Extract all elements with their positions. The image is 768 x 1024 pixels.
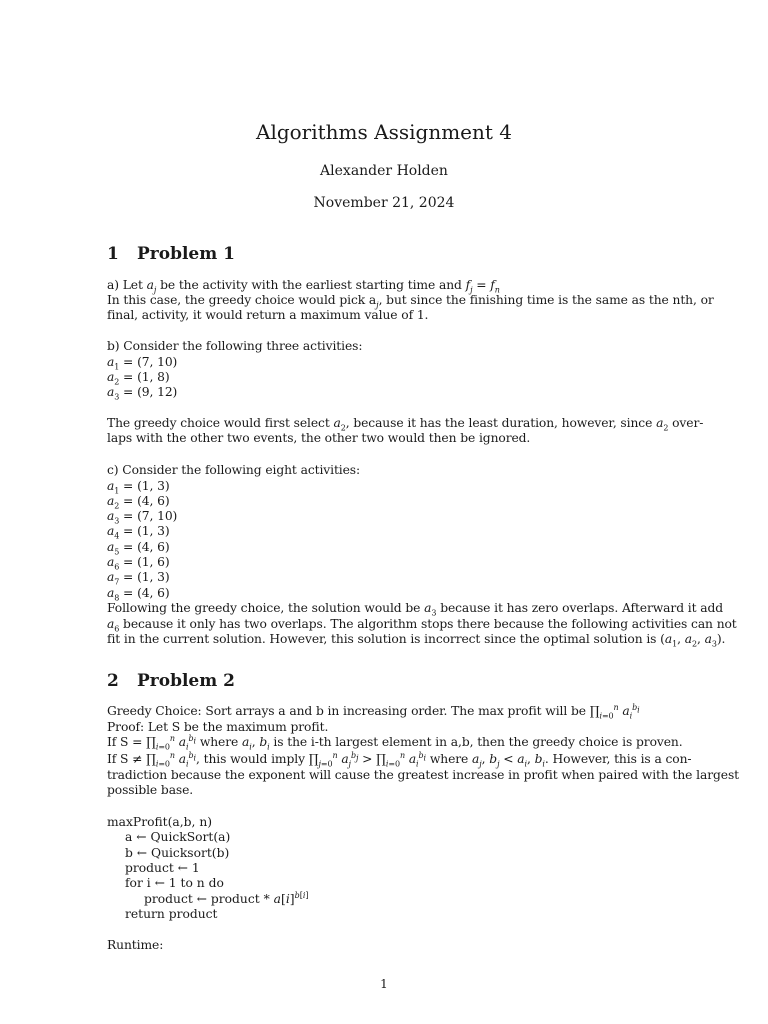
- p1-a-line3: final, activity, it would return a maximum value of 1.: [107, 308, 429, 322]
- p1-c-item: $a_8 = (4$, 6): [107, 586, 170, 603]
- p1-b-item: $a_3 = (9$, 12): [107, 385, 178, 402]
- p1-c-item: $a_7 = (1$, 3): [107, 570, 170, 587]
- document-date: November 21, 2024: [313, 195, 455, 211]
- section-number: 1: [107, 244, 119, 264]
- p1-b-text2: laps with the other two events, the other two would then be ignored.: [107, 431, 531, 445]
- p1-c-item: $a_4 = (1$, 3): [107, 524, 170, 541]
- p2-runtime: Runtime:: [107, 938, 164, 952]
- section-number: 2: [107, 671, 119, 691]
- pseudocode-line: for i ← 1 to n do: [125, 876, 224, 890]
- p1-b-item: $a_2 = (1$, 8): [107, 370, 170, 387]
- p1-c-item: $a_5 = (4$, 6): [107, 540, 170, 557]
- p1-a-line2: In this case, the greedy choice would pick $a_j$, but since the finishing time is the same as the nth, or: [107, 293, 714, 310]
- p1-a-line1: a) Let $a_j$ be the activity with the earliest starting time and $f_j = f_n$: [107, 278, 500, 295]
- section-title: Problem 1: [137, 244, 235, 264]
- p2-line3: tradiction because the exponent will cause the greatest increase in profit when paired with the largest: [107, 768, 740, 782]
- p1-c-intro: c) Consider the following eight activities:: [107, 463, 361, 477]
- p1-c-item: $a_3 = (7$, 10): [107, 509, 178, 526]
- p1-c-item: $a_2 = (4$, 6): [107, 494, 170, 511]
- document-author: Alexander Holden: [320, 163, 448, 179]
- pseudocode-line: product ← 1: [125, 861, 200, 875]
- pseudocode-line: maxProfit(a,b, n): [107, 815, 213, 829]
- p1-c-text2: $a_6$ because it only has two overlaps. The algorithm stops there because the following activities can not: [107, 617, 737, 634]
- p1-b-text1: The greedy choice would first select $a_2$, because it has the least duration, however, since $a_2$ over-: [107, 416, 704, 433]
- section-title: Problem 2: [137, 671, 235, 691]
- section-heading-1: [107, 244, 235, 264]
- p1-c-item: $a_1 = (1$, 3): [107, 479, 170, 496]
- p1-b-item: $a_1 = (7$, 10): [107, 355, 178, 372]
- p2-greedy: Greedy Choice: Sort arrays a and b in increasing order. The max profit will be $\prod_{i=0}^n$ $a_i^{b_i}$: [107, 702, 640, 721]
- p1-c-text3: fit in the current solution. However, this solution is incorrect since the optimal solution is ($a_1$, $a_2$, $a_3$).: [107, 632, 726, 649]
- section-heading-2: [107, 671, 235, 691]
- pseudocode-line: product ← product * $a[i]^{b[i]}$: [144, 890, 309, 906]
- p1-b-intro: b) Consider the following three activities:: [107, 339, 363, 353]
- p1-c-text1: Following the greedy choice, the solution would be $a_3$ because it has zero overlaps. Afterward it add: [107, 601, 724, 618]
- pseudocode-line: return product: [125, 907, 218, 921]
- p2-line4: possible base.: [107, 783, 194, 797]
- p1-c-item: $a_6 = (1$, 6): [107, 555, 170, 572]
- pseudocode-line: a ← QuickSort(a): [125, 830, 231, 844]
- p2-if2: If $S \ne \prod_{i=0}^n$ $a_i^{b_i}$, this would imply $\prod_{j=0}^n$ $a_j^{b_j}$ > $\prod_{i=0}^n$ $a_i^{b_i}$ where $a_j$, $b_j < a_i$, $b_i$. However, this is a con-: [107, 750, 692, 769]
- p2-proof: Proof: Let S be the maximum profit.: [107, 720, 329, 734]
- pseudocode-line: b ← Quicksort(b): [125, 846, 230, 860]
- page-number: 1: [380, 977, 388, 991]
- document-title: Algorithms Assignment 4: [256, 120, 512, 144]
- p2-if1: If $S = \prod_{i=0}^n$ $a_i^{b_i}$ where $a_i$, $b_i$ is the i-th largest element in a,b, then the greedy choice is proven.: [107, 733, 683, 752]
